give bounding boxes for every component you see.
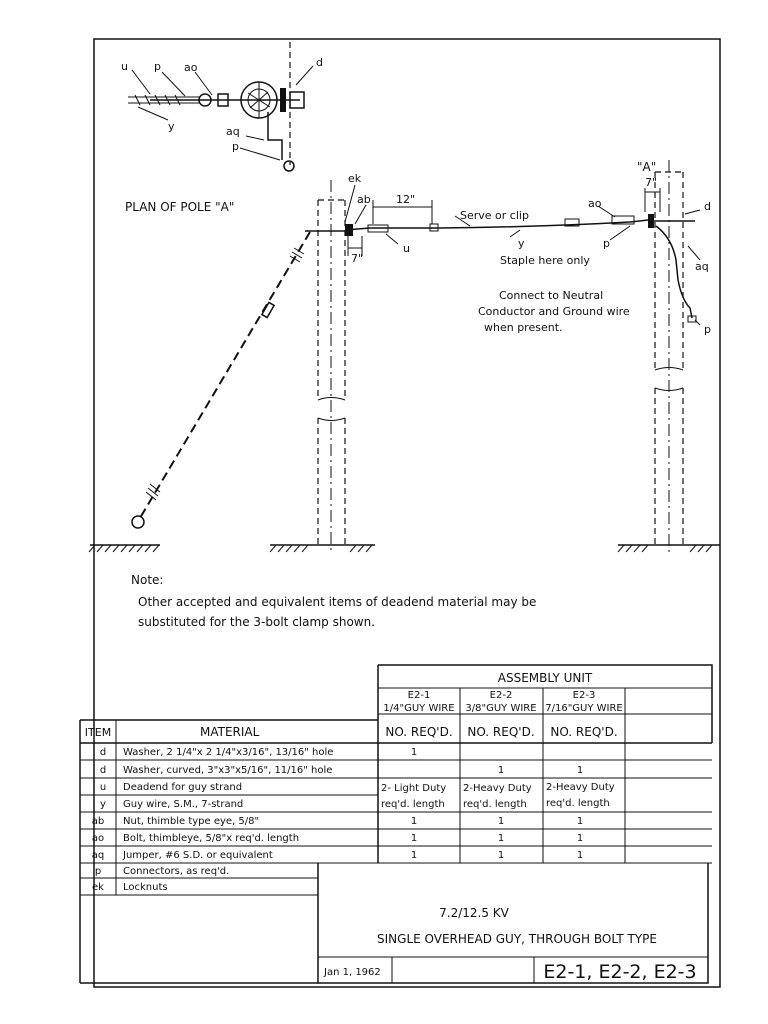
- plan-washer: [280, 88, 286, 112]
- drawing-number: E2-1, E2-2, E2-3: [543, 961, 697, 983]
- qty-cell: 1: [410, 747, 418, 758]
- assembly-header: ASSEMBLY UNIT: [497, 671, 593, 685]
- plan-callout-y: y: [168, 120, 175, 133]
- row-material: Deadend for guy strand: [123, 782, 243, 793]
- plan-jumper: [268, 112, 282, 160]
- callout-ab: ab: [357, 193, 371, 206]
- sheet-border: [91, 39, 720, 987]
- qty-cell: 1: [497, 833, 505, 844]
- dim-7-top-label: 7": [645, 176, 658, 189]
- jumper-aq: [656, 226, 692, 318]
- serve-label: Serve or clip: [460, 209, 529, 222]
- guy-grip-top: [290, 248, 304, 262]
- row-material: Connectors, as req'd.: [123, 866, 230, 877]
- qty-cell: 1: [497, 765, 505, 776]
- guy-qty-1-line1: 2- Light Duty: [381, 783, 447, 794]
- plan-leader-y: [138, 107, 168, 120]
- dim-7-top: [645, 188, 660, 212]
- anchor-eye: [132, 516, 144, 528]
- row-item: ao: [91, 833, 105, 844]
- callout-u: u: [403, 242, 410, 255]
- row-material: Nut, thimble type eye, 5/8": [123, 816, 260, 827]
- plan-connector: [284, 161, 294, 171]
- note-line-2: substituted for the 3-bolt clamp shown.: [138, 615, 376, 629]
- guy-qty-1-line2: req'd. length: [381, 799, 445, 810]
- row-material: Locknuts: [123, 882, 168, 893]
- row-item: aq: [91, 850, 105, 861]
- unit-1-code: E2-1: [407, 690, 431, 701]
- plan-leader-p2: [240, 148, 280, 160]
- material-rows: [92, 747, 334, 893]
- unit-3-code: E2-3: [572, 690, 596, 701]
- connect-note-2: Conductor and Ground wire: [478, 305, 630, 318]
- quantity-cells: [381, 747, 615, 861]
- callout-ek: ek: [348, 172, 362, 185]
- qty-cell: 1: [497, 816, 505, 827]
- plan-callout-u: u: [121, 60, 128, 73]
- plan-leader-ao: [195, 72, 212, 95]
- unit-2-code: E2-2: [489, 690, 513, 701]
- callout-p: p: [603, 237, 610, 250]
- note-heading: Note:: [131, 573, 164, 587]
- qty-cell: 1: [410, 850, 418, 861]
- plan-leader-p: [162, 72, 185, 96]
- qty-cell: 1: [410, 833, 418, 844]
- row-item: y: [100, 799, 106, 810]
- plan-leader-aq: [246, 136, 264, 140]
- unit-3-req: NO. REQ'D.: [550, 725, 618, 739]
- note-line-1: Other accepted and equivalent items of deadend material may be: [138, 595, 537, 609]
- left-washer: [345, 224, 353, 236]
- unit-3-wire: 7/16"GUY WIRE: [545, 703, 623, 714]
- row-material: Washer, 2 1/4"x 2 1/4"x3/16", 13/16" hole: [123, 747, 334, 758]
- drawing-date: Jan 1, 1962: [324, 967, 381, 978]
- qty-cell: 1: [576, 816, 584, 827]
- unit-1-req: NO. REQ'D.: [385, 725, 453, 739]
- plan-callout-p: p: [154, 60, 161, 73]
- unit-2-wire: 3/8"GUY WIRE: [465, 703, 537, 714]
- row-material: Guy wire, S.M., 7-strand: [123, 799, 244, 810]
- plan-leader-d: [296, 66, 313, 85]
- row-item: u: [99, 782, 107, 793]
- dimensions: [348, 188, 660, 256]
- plan-callout-d: d: [316, 56, 323, 69]
- guy-qty-3-line1: 2-Heavy Duty: [546, 782, 615, 793]
- row-item: p: [94, 866, 102, 877]
- qty-cell: 1: [576, 833, 584, 844]
- row-item: ek: [92, 882, 104, 893]
- pole-a-label: "A": [637, 160, 657, 174]
- left-pole: [318, 180, 345, 550]
- row-material: Washer, curved, 3"x3"x5/16", 11/16" hole: [123, 765, 333, 776]
- plan-leader-u: [132, 70, 150, 94]
- callout-d: d: [704, 200, 711, 213]
- connect-note-3: when present.: [484, 321, 563, 334]
- callout-y: y: [518, 237, 525, 250]
- drawing-title: SINGLE OVERHEAD GUY, THROUGH BOLT TYPE: [377, 932, 657, 946]
- guy-qty-2-line2: req'd. length: [463, 799, 527, 810]
- connect-note-1: Connect to Neutral: [499, 289, 604, 302]
- callout-p2: p: [704, 323, 711, 336]
- guy-insulator: [262, 302, 274, 317]
- staple-label: Staple here only: [500, 254, 590, 267]
- guy-qty-2-line1: 2-Heavy Duty: [463, 783, 532, 794]
- row-item: d: [99, 765, 107, 776]
- item-header: ITEM: [84, 726, 112, 739]
- left-pole-lower: [318, 418, 345, 545]
- callout-aq: aq: [695, 260, 709, 273]
- unit-1-wire: 1/4"GUY WIRE: [383, 703, 455, 714]
- down-guy-wire: [140, 232, 310, 518]
- plan-callout-p2: p: [232, 140, 239, 153]
- callout-ao: ao: [588, 197, 602, 210]
- row-item: ab: [91, 816, 105, 827]
- ground-lines: [89, 545, 720, 552]
- plan-callout-aq: aq: [226, 125, 240, 138]
- down-guy: [132, 232, 310, 528]
- plan-callout-ao: ao: [184, 61, 198, 74]
- qty-cell: 1: [576, 765, 584, 776]
- material-header: MATERIAL: [200, 725, 260, 739]
- plan-view: [121, 42, 323, 214]
- unit-2-req: NO. REQ'D.: [467, 725, 535, 739]
- row-material: Jumper, #6 S.D. or equivalent: [123, 850, 273, 861]
- qty-cell: 1: [410, 816, 418, 827]
- row-item: d: [99, 747, 107, 758]
- plan-title: PLAN OF POLE "A": [125, 200, 235, 214]
- dim-12-label: 12": [396, 193, 416, 206]
- title-voltage: 7.2/12.5 KV: [439, 906, 509, 920]
- guy-qty-3-line2: req'd. length: [546, 798, 610, 809]
- dim-7-left-label: 7": [351, 252, 364, 265]
- qty-cell: 1: [576, 850, 584, 861]
- qty-cell: 1: [497, 850, 505, 861]
- row-material: Bolt, thimbleye, 5/8"x req'd. length: [123, 833, 300, 844]
- right-pole: [655, 160, 683, 552]
